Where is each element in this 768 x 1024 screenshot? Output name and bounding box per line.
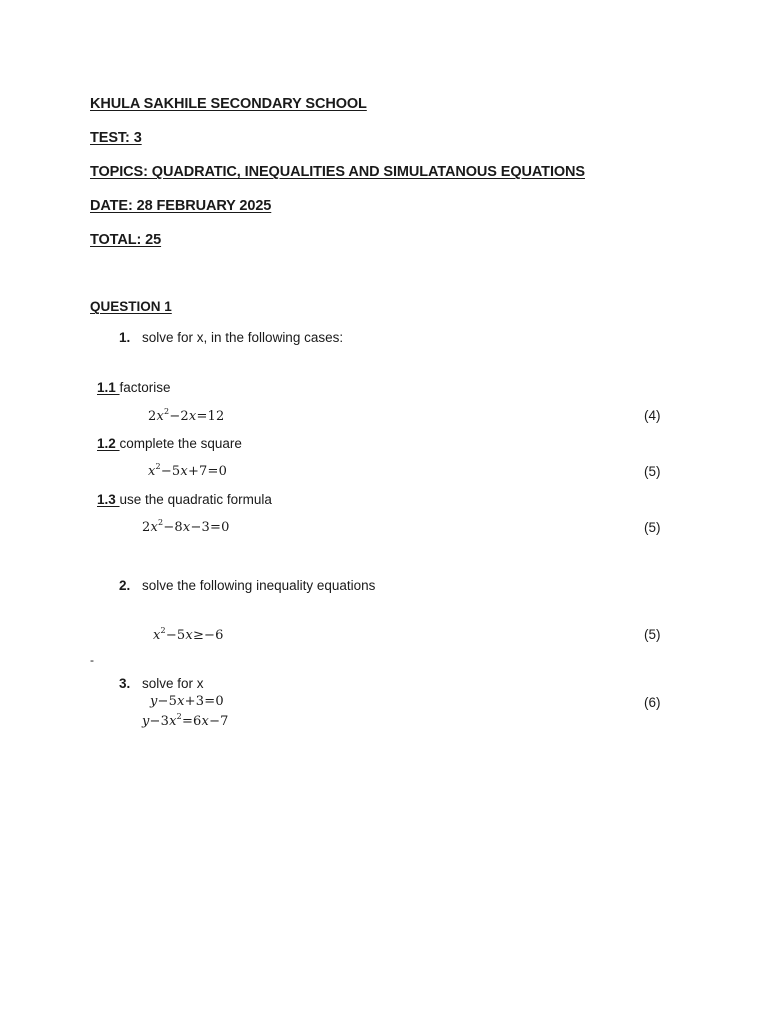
marks-1-2: (5) bbox=[644, 464, 661, 479]
part-1-1-text: factorise bbox=[119, 380, 171, 395]
item-1-number: 1. bbox=[119, 330, 131, 345]
part-1-3-number: 1.3 bbox=[97, 492, 120, 507]
test-total: TOTAL: 25 bbox=[90, 232, 162, 248]
part-1-2 bbox=[97, 436, 242, 451]
item-1 bbox=[119, 330, 343, 345]
school-name: KHULA SAKHILE SECONDARY SCHOOL bbox=[90, 96, 367, 112]
marks-2: (5) bbox=[644, 627, 661, 642]
part-1-3-text: use the quadratic formula bbox=[119, 492, 272, 507]
part-1-3 bbox=[97, 492, 272, 507]
equation-1-1: $2x^2-2x=12$ bbox=[148, 407, 225, 424]
item-3-instruction: solve for x bbox=[142, 676, 204, 691]
part-1-2-number: 1.2 bbox=[97, 436, 120, 451]
item-3-number: 3. bbox=[119, 676, 131, 691]
part-1-1 bbox=[97, 380, 171, 395]
part-1-2-text: complete the square bbox=[119, 436, 242, 451]
test-topics: TOPICS: QUADRATIC, INEQUALITIES AND SIMULATANOUS EQUATIONS bbox=[90, 164, 585, 180]
equation-3-a: y−5x+3=0 bbox=[150, 694, 224, 709]
test-number: TEST: 3 bbox=[90, 130, 142, 146]
question-1-title: QUESTION 1 bbox=[90, 299, 172, 314]
item-2-number: 2. bbox=[119, 578, 131, 593]
marks-1-3: (5) bbox=[644, 520, 661, 535]
marks-3: (6) bbox=[644, 695, 661, 710]
equation-3-b: $y-3x^2=6x-7$ bbox=[142, 712, 229, 729]
test-date: DATE: 28 FEBRUARY 2025 bbox=[90, 198, 272, 214]
item-3 bbox=[119, 676, 204, 691]
stray-dash: - bbox=[90, 653, 94, 667]
equation-1-2: $x^2-5x+7=0$ bbox=[148, 462, 228, 479]
item-2 bbox=[119, 578, 375, 593]
part-1-1-number: 1.1 bbox=[97, 380, 120, 395]
equation-2: $x^2-5x\ge-6$ bbox=[153, 626, 224, 643]
item-1-instruction: solve for x, in the following cases: bbox=[142, 330, 344, 345]
equation-1-3: $2x^2-8x-3=0$ bbox=[142, 518, 230, 535]
marks-1-1: (4) bbox=[644, 408, 661, 423]
item-2-instruction: solve the following inequality equations bbox=[142, 578, 376, 593]
